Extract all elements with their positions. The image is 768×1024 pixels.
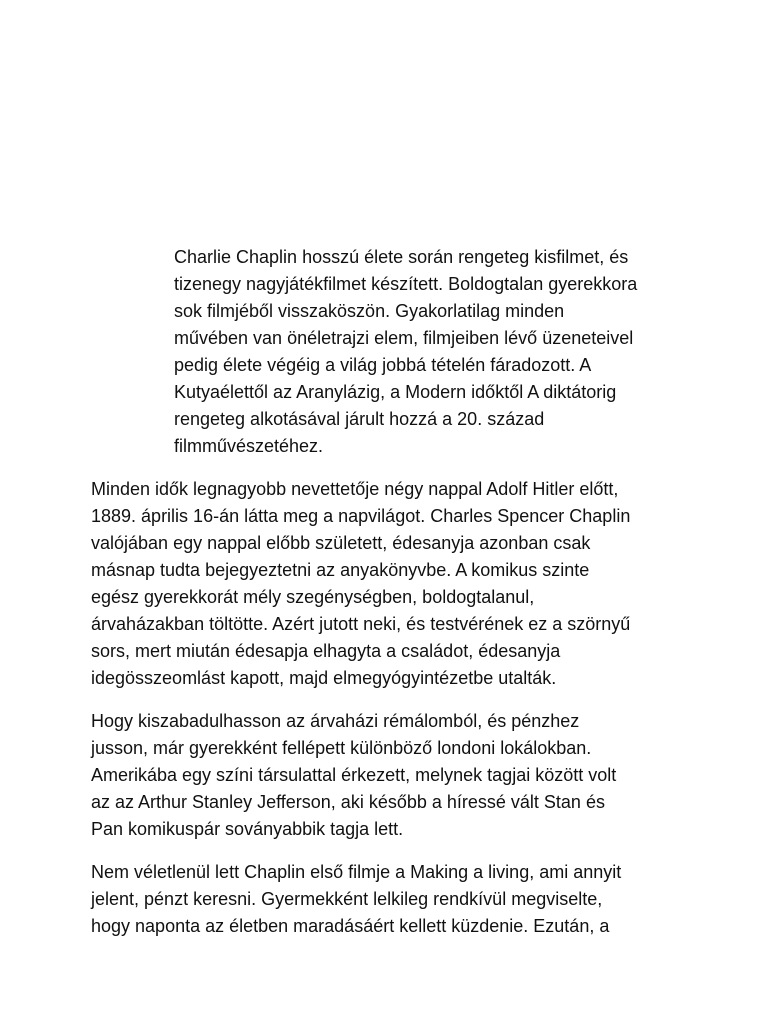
body-line: hogy naponta az életben maradásáért kellett küzdenie. Ezután, a xyxy=(91,916,610,936)
body-line: Pan komikuspár soványabbik tagja lett. xyxy=(91,819,404,839)
body-line: árvaházakban töltötte. Azért jutott neki, és testvérének ez a szörnyű xyxy=(91,614,631,634)
body-line: sors, mert miután édesapja elhagyta a családot, édesanyja xyxy=(91,641,561,661)
body-line: valójában egy nappal előbb született, édesanyja azonban csak xyxy=(91,533,591,553)
intro-line: Charlie Chaplin hosszú élete során rengeteg kisfilmet, és xyxy=(174,247,629,267)
intro-line: tizenegy nagyjátékfilmet készített. Boldogtalan gyerekkora xyxy=(174,274,638,294)
body-line: az az Arthur Stanley Jefferson, aki később a híressé vált Stan és xyxy=(91,792,605,812)
body-line: Amerikába egy színi társulattal érkezett, melynek tagjai között volt xyxy=(91,765,617,785)
body-line: Nem véletlenül lett Chaplin első filmje a Making a living, ami annyit xyxy=(91,862,622,882)
body-line: jelent, pénzt keresni. Gyermekként lelkileg rendkívül megviselte, xyxy=(91,889,603,909)
intro-line: Kutyaélettől az Aranylázig, a Modern időktől A diktátorig xyxy=(174,382,617,402)
body-line: Hogy kiszabadulhasson az árvaházi rémálomból, és pénzhez xyxy=(91,711,580,731)
intro-line: sok filmjéből visszaköszön. Gyakorlatilag minden xyxy=(174,301,565,321)
intro-line: filmművészetéhez. xyxy=(174,436,324,456)
body-line: másnap tudta bejegyeztetni az anyakönyvbe. A komikus szinte xyxy=(91,560,590,580)
intro-line: művében van önéletrajzi elem, filmjeiben lévő üzeneteivel xyxy=(174,328,634,348)
body-line: idegösszeomlást kapott, majd elmegyógyintézetbe utalták. xyxy=(91,668,557,688)
intro-line: rengeteg alkotásával járult hozzá a 20. század xyxy=(174,409,545,429)
body-line: egész gyerekkorát mély szegénységben, boldogtalanul, xyxy=(91,587,535,607)
body-line: Minden idők legnagyobb nevettetője négy nappal Adolf Hitler előtt, xyxy=(91,479,619,499)
intro-line: pedig élete végéig a világ jobbá tételén fáradozott. A xyxy=(174,355,592,375)
body-line: jusson, már gyerekként fellépett különböző londoni lokálokban. xyxy=(91,738,592,758)
body-line: 1889. április 16-án látta meg a napvilágot. Charles Spencer Chaplin xyxy=(91,506,631,526)
